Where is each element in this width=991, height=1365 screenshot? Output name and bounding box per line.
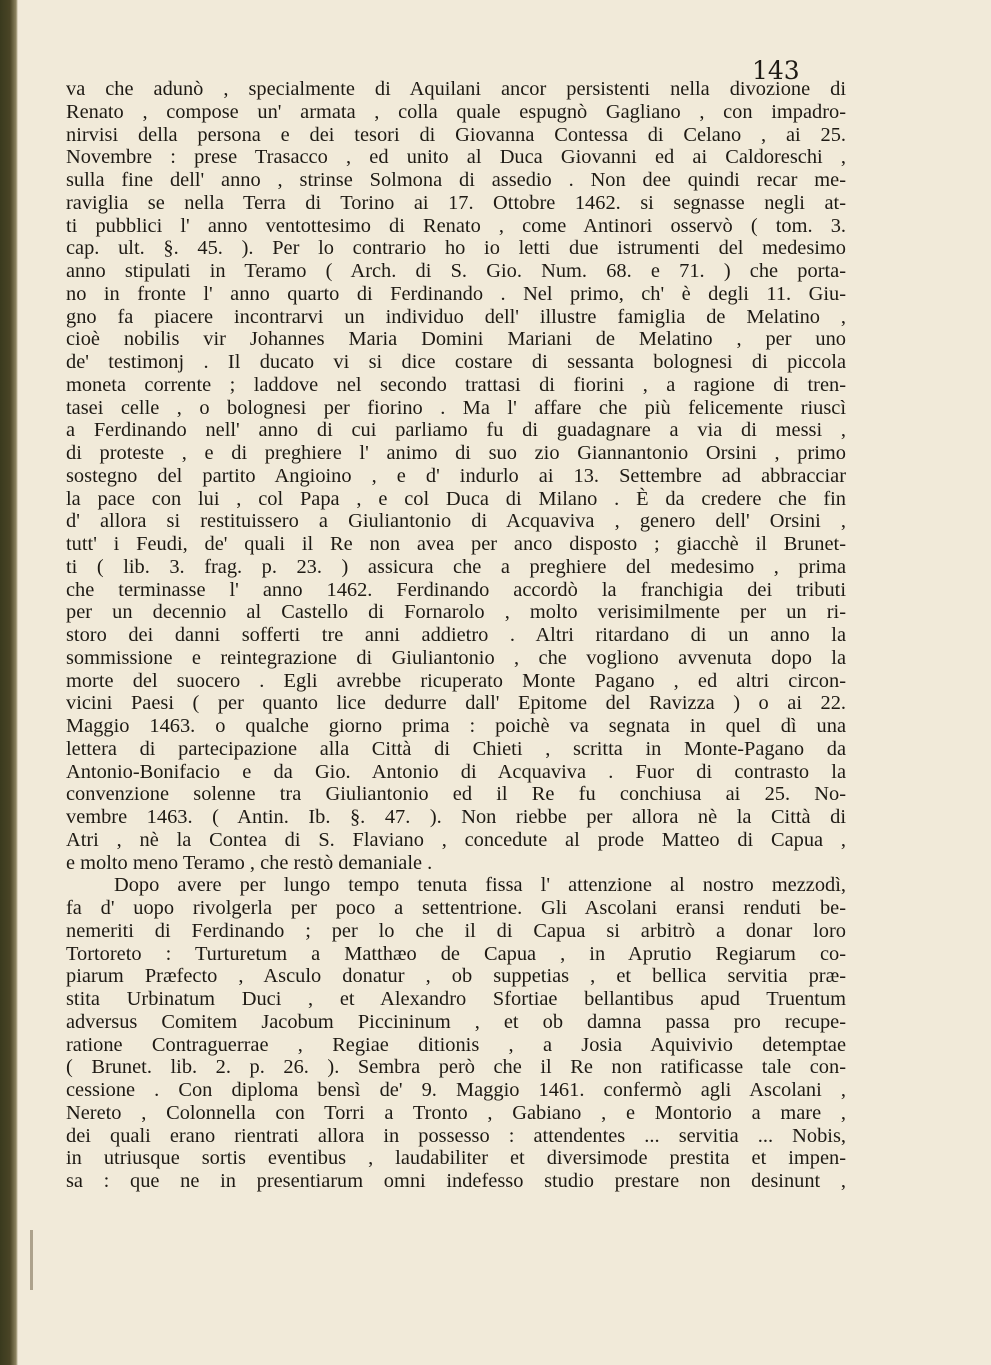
text-line: per un decennio al Castello di Fornarolo , molto verisimilmente per un ri- xyxy=(66,601,846,624)
text-line: stita Urbinatum Duci , et Alexandro Sfortiae bellantibus apud Truentum xyxy=(66,988,846,1010)
text-line: morte del suocero . Egli avrebbe ricuperato Monte Pagano , ed altri circon- xyxy=(66,669,846,692)
text-line: Maggio 1463. o qualche giorno prima : poichè va segnata in quel dì una xyxy=(66,715,846,737)
text-line: nirvisi della persona e dei tesori di Giovanna Contessa di Celano , ai 25. xyxy=(66,123,846,146)
text-line: storo dei danni sofferti tre anni addietro . Altri ritardano di un anno la xyxy=(66,624,846,646)
text-line: Novembre : prese Trasacco , ed unito al Duca Giovanni ed ai Caldoreschi , xyxy=(66,146,846,169)
text-line: moneta corrente ; laddove nel secondo trattasi di fiorini , a ragione di tren- xyxy=(66,373,846,396)
text-line: Tortoreto : Turturetum a Matthæo de Capua , in Aprutio Regiarum co- xyxy=(66,942,846,965)
text-line: vicini Paesi ( per quanto lice dedurre dall' Epitome del Ravizza ) o ai 22. xyxy=(66,692,846,715)
text-line: dei quali erano rientrati allora in possesso : attendentes ... servitia ... Nobis, xyxy=(66,1124,846,1147)
text-line: Atri , nè la Contea di S. Flaviano , concedute al prode Matteo di Capua , xyxy=(66,828,846,851)
text-line: lettera di partecipazione alla Città di Chieti , scritta in Monte-Pagano da xyxy=(66,737,846,760)
text-line: adversus Comitem Jacobum Piccininum , et ob damna passa pro recupe- xyxy=(66,1010,846,1033)
text-line: cessione . Con diploma bensì de' 9. Maggio 1461. confermò agli Ascolani , xyxy=(66,1079,846,1101)
margin-mark xyxy=(30,1230,33,1290)
text-line: de' testimonj . Il ducato vi si dice costare di sessanta bolognesi di piccola xyxy=(66,351,846,373)
text-line: vembre 1463. ( Antin. Ib. §. 47. ). Non riebbe per allora nè la Città di xyxy=(66,806,846,828)
text-line: d' allora si restituissero a Giuliantonio di Acquaviva , genero dell' Orsini , xyxy=(66,510,846,533)
text-line: nemeriti di Ferdinando ; per lo che il di Capua si arbitrò a donar loro xyxy=(66,919,846,942)
text-line: la pace con lui , col Papa , e col Duca di Milano . È da credere che fin xyxy=(66,487,846,510)
text-line: ratione Contraguerrae , Regiae ditionis , a Josia Aquivivio detemptae xyxy=(66,1033,846,1056)
text-line: no in fronte l' anno quarto di Ferdinando . Nel primo, ch' è degli 11. Giu- xyxy=(66,282,846,305)
text-line: cap. ult. §. 45. ). Per lo contrario ho io letti due istrumenti del medesimo xyxy=(66,237,846,260)
text-line: Nereto , Colonnella con Torri a Tronto , Gabiano , e Montorio a mare , xyxy=(66,1101,846,1124)
text-line: raviglia se nella Terra di Torino ai 17. Ottobre 1462. si segnasse negli at- xyxy=(66,191,846,214)
text-line: convenzione solenne tra Giuliantonio ed il Re fu conchiusa ai 25. No- xyxy=(66,783,846,806)
text-line: sostegno del partito Angioino , e d' indurlo ai 13. Settembre ad abbracciar xyxy=(66,464,846,487)
text-line: Dopo avere per lungo tempo tenuta fissa l' attenzione al nostro mezzodì, xyxy=(114,874,846,897)
text-line: Antonio-Bonifacio e da Gio. Antonio di Acquaviva . Fuor di contrasto la xyxy=(66,760,846,783)
text-line: cioè nobilis vir Johannes Maria Domini Mariani de Melatino , per uno xyxy=(66,328,846,351)
text-line: a Ferdinando nell' anno di cui parliamo fu di guadagnare a via di messi , xyxy=(66,419,846,442)
text-line: in utriusque sortis eventibus , laudabiliter et diversimode prestita et impen- xyxy=(66,1147,846,1170)
text-line: ti ( lib. 3. frag. p. 23. ) assicura che a preghiere del medesimo , prima xyxy=(66,555,846,578)
text-line: fa d' uopo rivolgerla per poco a settentrione. Gli Ascolani eransi renduti be- xyxy=(66,897,846,919)
text-line: ( Brunet. lib. 2. p. 26. ). Sembra però che il Re non ratificasse tale con- xyxy=(66,1056,846,1079)
text-line: di proteste , e di preghiere l' animo di suo zio Giannantonio Orsini , primo xyxy=(66,442,846,464)
text-line: e molto meno Teramo , che restò demaniale . xyxy=(66,851,433,874)
text-line: sommissione e reintegrazione di Giuliantonio , che vogliono avvenuta dopo la xyxy=(66,646,846,669)
text-line: piarum Præfecto , Asculo donatur , ob suppetias , et bellica servitia præ- xyxy=(66,965,846,988)
text-line: tasei celle , o bolognesi per fiorino . Ma l' affare che più felicemente riuscì xyxy=(66,396,846,419)
text-line: ti pubblici l' anno ventottesimo di Renato , come Antinori osservò ( tom. 3. xyxy=(66,214,846,237)
page-number: 143 xyxy=(752,56,800,85)
text-line: sulla fine dell' anno , strinse Solmona di assedio . Non dee quindi recar me- xyxy=(66,169,846,191)
text-line: Renato , compose un' armata , colla quale espugnò Gagliano , con impadro- xyxy=(66,100,846,123)
text-line: anno stipulati in Teramo ( Arch. di S. Gio. Num. 68. e 71. ) che porta- xyxy=(66,260,846,282)
book-binding-gutter xyxy=(0,0,18,1365)
text-line: che terminasse l' anno 1462. Ferdinando accordò la franchigia dei tributi xyxy=(66,578,846,601)
text-line: tutt' i Feudi, de' quali il Re non avea per anco disposto ; giacchè il Brunet- xyxy=(66,533,846,555)
text-line: gno fa piacere incontrarvi un individuo dell' illustre famiglia de Melatino , xyxy=(66,305,846,328)
text-line: sa : que ne in presentiarum omni indefesso studio prestare non desinunt , xyxy=(66,1170,846,1192)
body-text xyxy=(66,78,846,1193)
text-line: va che adunò , specialmente di Aquilani ancor persistenti nella divozione di xyxy=(66,78,846,100)
